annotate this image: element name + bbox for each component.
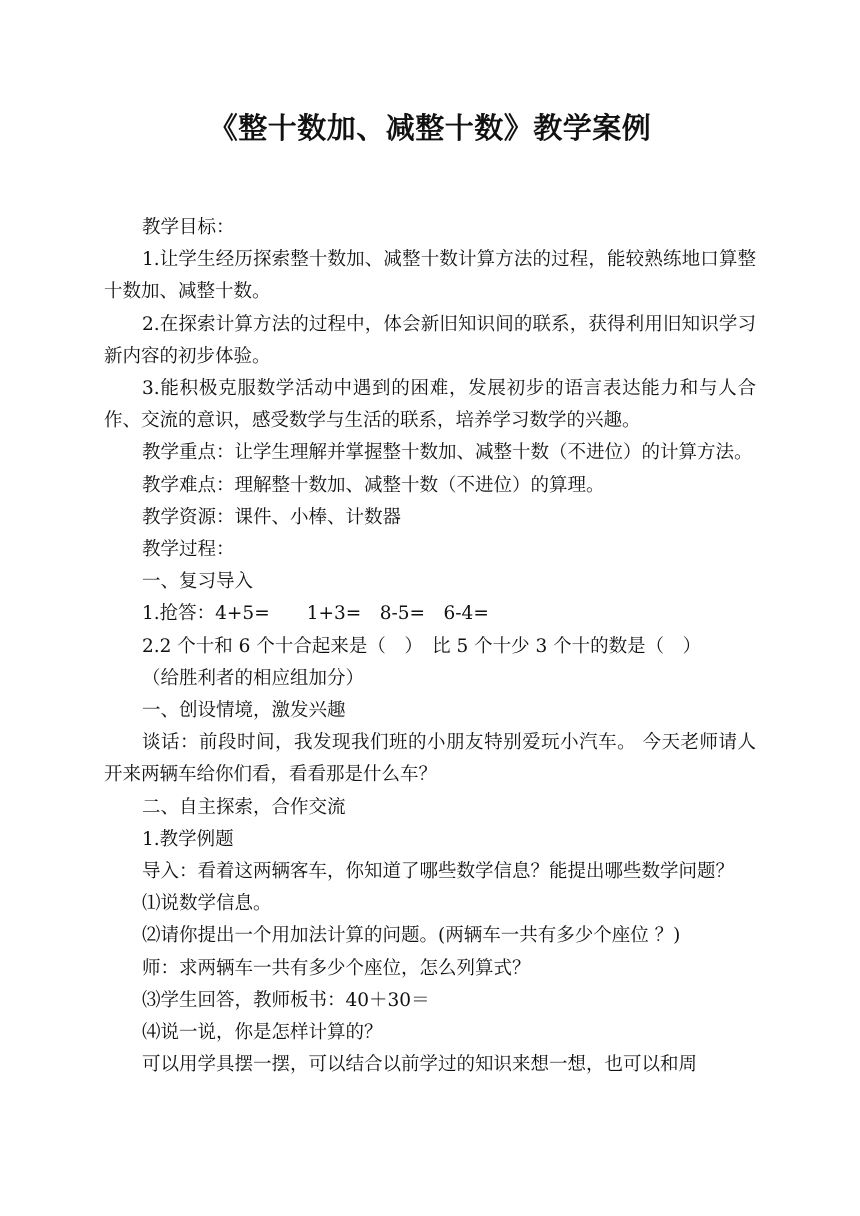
paragraph-key-point: 教学重点：让学生理解并掌握整十数加、减整十数（不进位）的计算方法。 [142, 442, 753, 464]
paragraph-step-2: ⑵请你提出一个用加法计算的问题。(两辆车一共有多少个座位 ？) [142, 925, 681, 947]
document-title: 《整十数加、减整十数》教学案例 [208, 111, 652, 145]
paragraph-section-explore: 二、自主探索，合作交流 [142, 796, 346, 818]
paragraph-section-scenario: 一、创设情境，激发兴趣 [142, 700, 346, 722]
paragraph-objectives-heading: 教学目标： [142, 217, 235, 238]
paragraph-hands-on: 可以用学具摆一摆，可以结合以前学过的知识来想一想，也可以和周 [142, 1054, 698, 1076]
paragraph-intro-question: 导入：看着这两辆客车，你知道了哪些数学信息？能提出哪些数学问题？ [142, 861, 735, 883]
paragraph-objective-1: 1.让学生经历探索整十数加、减整十数计算方法的过程，能较熟练地口算整十数加、减整十数。 [104, 249, 756, 303]
document-body [104, 212, 756, 1081]
paragraph-bonus-note: （给胜利者的相应组加分） [142, 667, 365, 689]
paragraph-objective-3: 3.能积极克服数学活动中遇到的困难，发展初步的语言表达能力和与人合作、交流的意识，感受数学与生活的联系，培养学习数学的兴趣。 [104, 378, 756, 432]
paragraph-step-3: ⑶学生回答，教师板书：40＋30＝ [142, 989, 430, 1011]
paragraph-difficulty: 教学难点：理解整十数加、减整十数（不进位）的算理。 [142, 474, 605, 496]
paragraph-fill-blanks: 2.2 个十和 6 个十合起来是（ ） 比 5 个十少 3 个十的数是（ ） [142, 635, 702, 657]
paragraph-process-heading: 教学过程： [142, 539, 235, 561]
paragraph-talk: 谈话：前段时间，我发现我们班的小朋友特别爱玩小汽车。 今天老师请人开来两辆车给你们看，看看那是什么车？ [104, 732, 756, 786]
paragraph-step-4: ⑷说一说，你是怎样计算的？ [142, 1022, 383, 1044]
paragraph-section-review: 一、复习导入 [142, 571, 254, 593]
paragraph-example-heading: 1.教学例题 [142, 828, 234, 850]
paragraph-step-1: ⑴说数学信息。 [142, 893, 272, 915]
paragraph-teacher-question: 师：求两辆车一共有多少个座位，怎么列算式？ [142, 957, 531, 979]
paragraph-resources: 教学资源：课件、小棒、计数器 [142, 506, 402, 528]
paragraph-quick-answer: 1.抢答：4+5= 1+3= 8-5= 6-4= [142, 603, 489, 625]
paragraph-objective-2: 2.在探索计算方法的过程中，体会新旧知识间的联系，获得利用旧知识学习新内容的初步体验。 [104, 313, 756, 367]
